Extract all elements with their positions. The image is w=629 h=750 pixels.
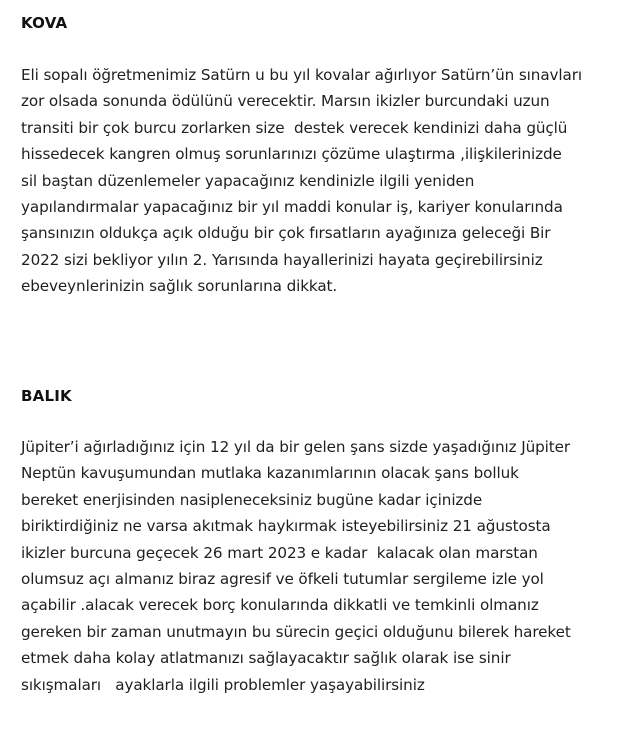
section-body-kova (21, 62, 582, 300)
text-line: şansınızın oldukça açık olduğu bir çok fırsatların ayağınıza geleceği Bir (21, 224, 551, 243)
text-line: Jüpiter’i ağırladığınız için 12 yıl da bir gelen şans sizde yaşadığınız Jüpiter (21, 438, 571, 456)
text-line: transiti bir çok burcu zorlarken size destek verecek kendinizi daha güçlü (21, 118, 568, 137)
text-line: zor olsada sonunda ödülünü verecektir. Marsın ikizler burcundaki uzun (21, 92, 550, 111)
section-heading-balik: BALIK (21, 387, 72, 405)
text-line: bereket enerjisinden nasipleneceksiniz bugüne kadar içinizde (21, 490, 483, 509)
text-line: 2022 sizi bekliyor yılın 2. Yarısında hayallerinizi hayata geçirebilirsiniz (21, 250, 543, 269)
text-line: hissedecek kangren olmuş sorunlarınızı çözüme ulaştırma ,ilişkilerinizde (21, 145, 562, 164)
text-line: yapılandırmalar yapacağınız bir yıl maddi konular iş, kariyer konularında (21, 198, 563, 217)
text-line: olumsuz açı almanız biraz agresif ve öfkeli tutumlar sergileme izle yol (21, 570, 544, 589)
text-line: gereken bir zaman unutmayın bu sürecin geçici olduğunu bilerek hareket (21, 622, 571, 641)
text-line: Neptün kavuşumundan mutlaka kazanımlarının olacak şans bolluk (21, 464, 519, 483)
section-body-balik (21, 434, 571, 698)
text-line: ikizler burcuna geçecek 26 mart 2023 e kadar kalacak olan marstan (21, 543, 538, 562)
text-line: ebeveynlerinizin sağlık sorunlarına dikkat. (21, 277, 338, 296)
text-line: Eli sopalı öğretmenimiz Satürn u bu yıl kovalar ağırlıyor Satürn’ün sınavları (21, 66, 583, 84)
section-heading-kova: KOVA (21, 14, 68, 32)
text-line: etmek daha kolay atlatmanızı sağlayacaktır sağlık olarak ise sinir (21, 649, 511, 668)
text-line: açabilir .alacak verecek borç konularında dikkatli ve temkinli olmanız (21, 596, 539, 615)
text-line: biriktirdiğiniz ne varsa akıtmak haykırmak isteyebilirsiniz 21 ağustosta (21, 517, 551, 536)
text-line: sıkışmaları ayaklarla ilgili problemler yaşayabilirsiniz (21, 675, 425, 694)
text-line: sil baştan düzenlemeler yapacağınız kendinizle ilgili yeniden (21, 171, 475, 190)
